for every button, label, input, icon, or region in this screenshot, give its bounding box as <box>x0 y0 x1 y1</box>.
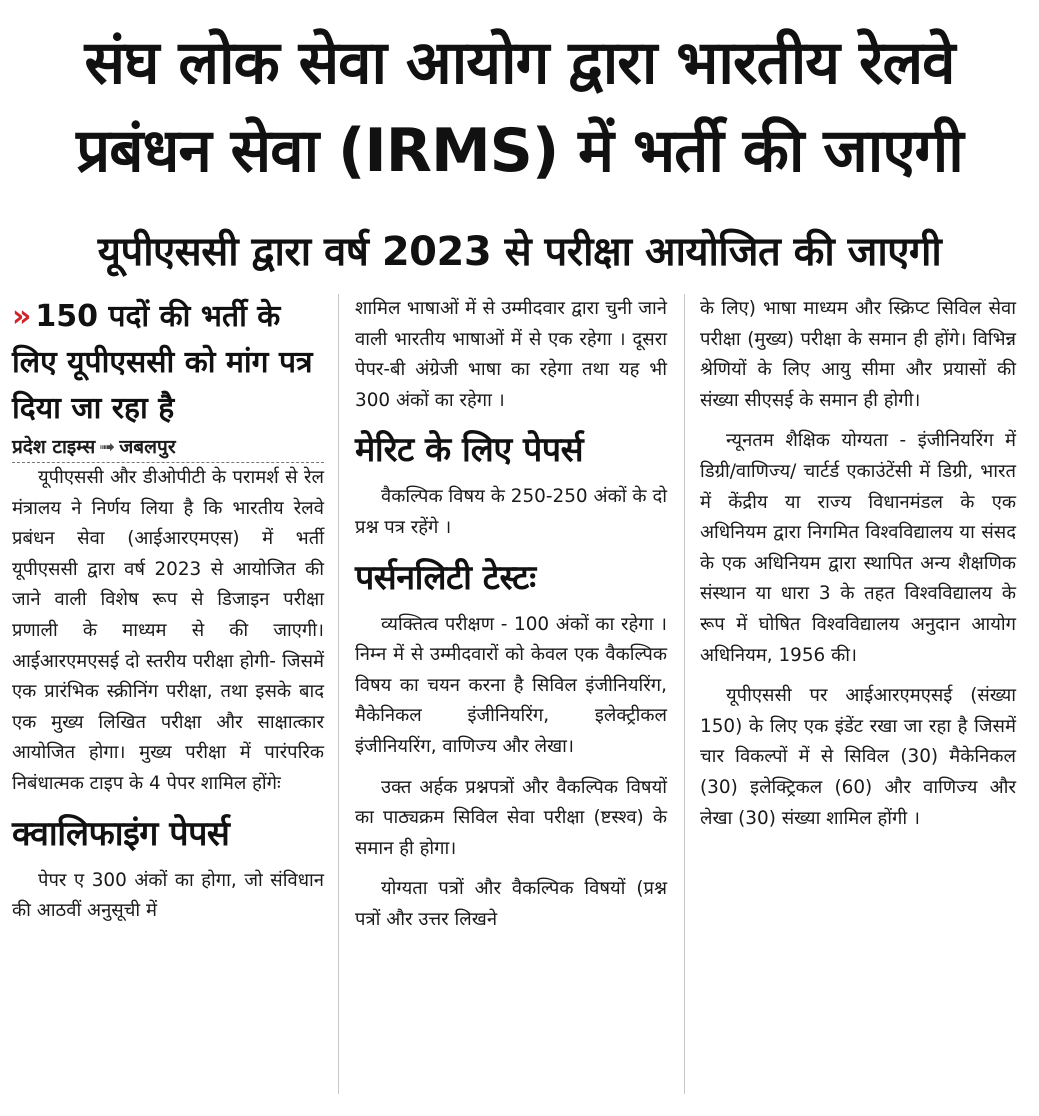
section-heading-qualifying: क्वालिफाइंग पेपर्स <box>12 813 230 854</box>
arrow-icon: ➟ <box>99 436 116 458</box>
byline-place: जबलपुर <box>119 436 176 458</box>
column-divider-1 <box>338 294 339 1094</box>
kicker-heading <box>12 294 324 432</box>
byline <box>12 432 324 463</box>
paragraph: योग्यता पत्रों और वैकल्पिक विषयों (प्रश्न पत्रों और उत्तर लिखने <box>355 878 667 930</box>
paragraph: उक्त अर्हक प्रश्नपत्रों और वैकल्पिक विषयों का पाठ्यक्रम सिविल सेवा परीक्षा (ष्टस्श्व) के समान ही होगा। <box>355 776 667 859</box>
section-heading-merit: मेरिट के लिए पेपर्स <box>355 430 584 471</box>
paragraph: पेपर ए 300 अंकों का होगा, जो संविधान की आठवीं अनुसूची में <box>12 869 324 922</box>
headline-line-2: प्रबंधन सेवा (IRMS) में भर्ती की जाएगी <box>76 116 963 186</box>
paragraph: वैकल्पिक विषय के 250-250 अंकों के दो प्रश्न पत्र रहेंगे । <box>355 486 667 538</box>
article-column-1 <box>12 294 324 927</box>
paragraph: न्यूनतम शैक्षिक योग्यता - इंजीनियरिंग में डिग्री/वाणिज्य/ चार्टर्ड एकाउंटेंसी में डिग्री, भारत में केंद्रीय या राज्य विधानमंडल के एक अधिनियम द्वारा निगमित विश्वविद्यालय या संसद के एक अधिनियम द्वारा स्थापित अन्य शैक्षणिक संस्थान या धारा 3 के तहत विश्वविद्यालय के रूप में घोषित विश्वविद्यालय अनुदान आयोग अधिनियम, 1956 की। <box>700 430 1016 666</box>
double-chevron-icon: » <box>12 299 32 334</box>
kicker-text: 150 पदों की भर्ती के लिए यूपीएससी को मांग पत्र दिया जा रहा है <box>12 299 313 426</box>
paragraph: शामिल भाषाओं में से उम्मीदवार द्वारा चुनी जाने वाली भारतीय भाषाओं में से एक रहेगा । दूसरा पेपर-बी अंग्रेजी भाषा का रहेगा तथा यह भी 300 अंकों का रहेगा । <box>355 298 667 411</box>
headline-line-1: संघ लोक सेवा आयोग द्वारा भारतीय रेलवे <box>84 28 955 98</box>
article-column-3 <box>700 294 1016 834</box>
article-column-2 <box>355 294 667 936</box>
paragraph: के लिए) भाषा माध्यम और स्क्रिप्ट सिविल सेवा परीक्षा (मुख्य) परीक्षा के समान ही होंगे। विभिन्न श्रेणियों के लिए आयु सीमा और प्रयासों की संख्या सीएसई के समान ही होगी। <box>700 298 1016 411</box>
paragraph: यूपीएससी और डीओपीटी के परामर्श से रेल मंत्रालय ने निर्णय लिया है कि भारतीय रेलवे प्रबंधन सेवा (आईआरएमएस) में भर्ती यूपीएससी द्वारा वर्ष 2023 से आयोजित की जाने वाली विशेष रूप से डिजाइन परीक्षा प्रणाली के माध्यम से की जाएगी। आईआरएमएसई दो स्तरीय परीक्षा होगी- जिसमें एक प्रारंभिक स्क्रीनिंग परीक्षा, तथा इसके बाद एक मुख्य लिखित परीक्षा और साक्षात्कार आयोजित होगा। मुख्य परीक्षा में पारंपरिक निबंधात्मक टाइप के 4 पेपर शामिल होंगेः <box>12 467 324 794</box>
section-heading-personality: पर्सनलिटी टेस्टः <box>355 557 536 598</box>
paragraph: व्यक्तित्व परीक्षण - 100 अंकों का रहेगा । निम्न में से उम्मीदवारों को केवल एक वैकल्पिक विषय का चयन करना है सिविल इंजीनियरिंग, मैकेनिकल इंजीनियरिंग, इलेक्ट्रीकल इंजीनियरिंग, वाणिज्य और लेखा। <box>355 613 667 757</box>
column-divider-2 <box>684 294 685 1094</box>
subheadline: यूपीएससी द्वारा वर्ष 2023 से परीक्षा आयोजित की जाएगी <box>97 229 942 275</box>
byline-source: प्रदेश टाइम्स <box>12 436 96 458</box>
paragraph: यूपीएससी पर आईआरएमएसई (संख्या 150) के लिए एक इंडेंट रखा जा रहा है जिसमें चार विकल्पों में से सिविल (30) मैकेनिकल (30) इलेक्ट्रिकल (60) और वाणिज्य और लेखा (30) संख्या शामिल होंगी । <box>700 685 1016 829</box>
